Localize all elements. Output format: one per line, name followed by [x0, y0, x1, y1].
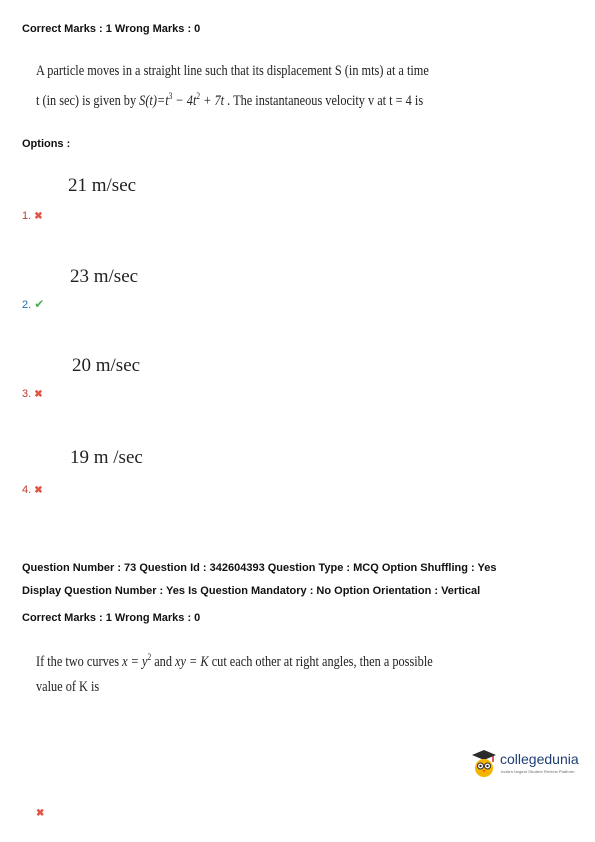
options-label: Options :	[22, 138, 71, 150]
q2-formula-2: xy = K	[175, 654, 209, 670]
check-mark-icon: ✔	[34, 297, 45, 311]
wrong-mark-icon: ✖	[34, 485, 43, 496]
q2-line1-mid: and	[151, 654, 176, 670]
option-1-number: 1.	[22, 210, 32, 222]
q2-meta-line1: Question Number : 73 Question Id : 342604393 Question Type : MCQ Option Shuffling : Yes	[22, 562, 497, 574]
option-4-number: 4.	[22, 484, 32, 496]
q1-exp3: 3	[168, 91, 173, 101]
option-2-number: 2.	[22, 299, 32, 311]
q2-meta-line2: Display Question Number : Yes Is Question Mandatory : No Option Orientation : Vertical	[22, 585, 481, 597]
option-2-text: 23 m/sec	[70, 266, 139, 287]
q2-exp: 2	[147, 652, 152, 662]
q1-text-line2	[36, 91, 423, 110]
collegedunia-logo	[470, 748, 582, 778]
option-4-text: 19 m /sec	[70, 447, 143, 468]
q2-text-line2: value of K is	[36, 679, 100, 695]
q2-formula-1: x = y	[122, 654, 148, 670]
option-4[interactable]	[22, 480, 43, 498]
q2-text-line1	[36, 652, 433, 671]
q2-line1-pre: If the two curves	[36, 654, 123, 670]
q1-formula-a: S(t)=t	[139, 93, 169, 109]
q1-formula-c: + 7t	[200, 93, 225, 109]
wrong-mark-icon: ✖	[34, 389, 43, 400]
q1-line2-pre: t (in sec) is given by	[36, 93, 140, 109]
q1-formula-b: − 4t	[172, 93, 197, 109]
graduate-owl-icon	[470, 748, 498, 778]
q1-marks: Correct Marks : 1 Wrong Marks : 0	[22, 23, 201, 35]
option-1-text: 21 m/sec	[68, 175, 137, 196]
option-3[interactable]	[22, 384, 43, 402]
option-3-text: 20 m/sec	[72, 355, 141, 376]
wrong-mark-icon: ✖	[34, 211, 43, 222]
q2-line1-post: cut each other at right angles, then a possible	[208, 654, 433, 670]
q2-marks: Correct Marks : 1 Wrong Marks : 0	[22, 612, 201, 624]
option-3-number: 3.	[22, 388, 32, 400]
logo-wordmark: collegedunia	[500, 751, 579, 767]
option-1[interactable]	[22, 206, 43, 224]
option-2[interactable]	[22, 295, 44, 313]
q1-text-line1: A particle moves in a straight line such that its displacement S (in mts) at a time	[36, 63, 429, 79]
q1-line2-post: . The instantaneous velocity v at t = 4 is	[224, 93, 424, 109]
wrong-mark-icon: ✖	[36, 808, 45, 819]
q1-exp2: 2	[196, 91, 201, 101]
logo-tagline: India's largest Student Review Platform	[501, 769, 575, 774]
